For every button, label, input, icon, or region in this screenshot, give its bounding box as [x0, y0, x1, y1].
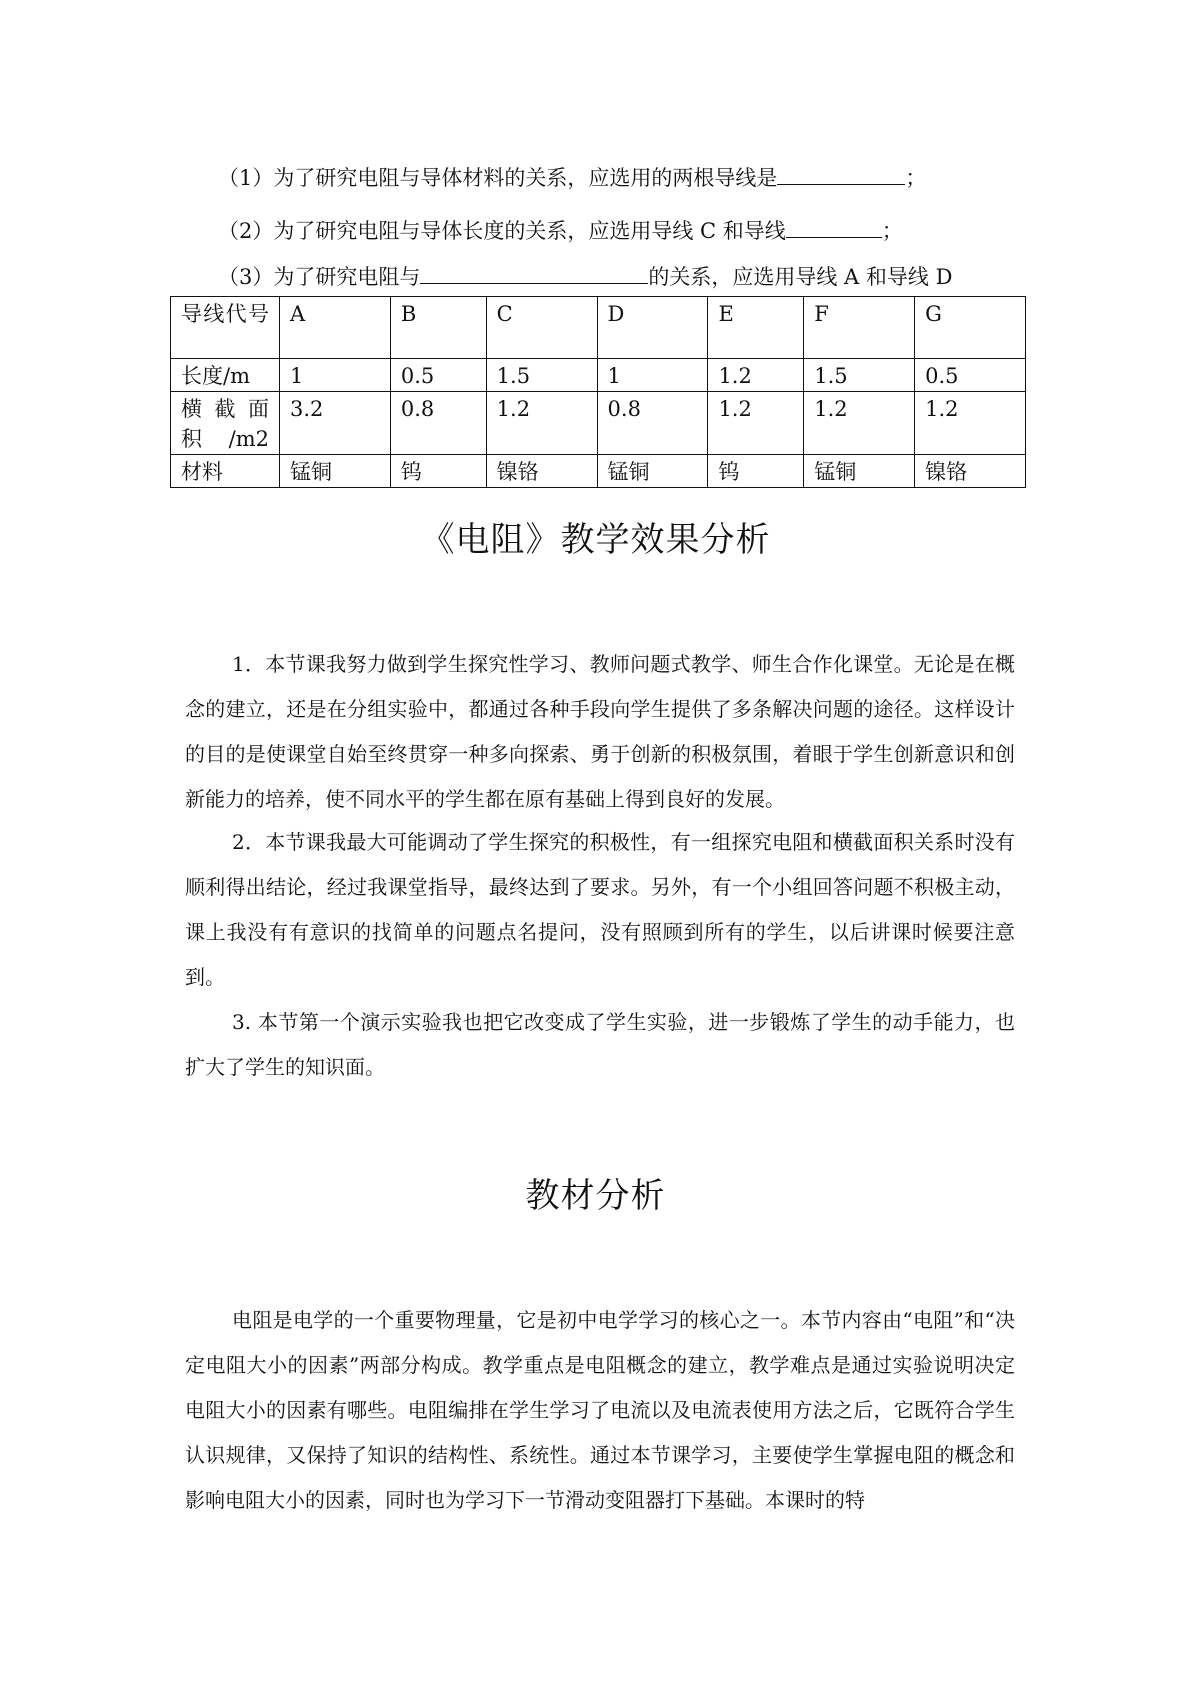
table-cell: D: [597, 297, 708, 359]
table-cell: 1.5: [486, 359, 597, 392]
table-cell: 钨: [708, 455, 804, 488]
question-3: （3）为了研究电阻与 的关系，应选用导线 A 和导线 D: [218, 261, 952, 292]
table-cell: 钨: [390, 455, 486, 488]
question-3-text: （3）为了研究电阻与: [218, 265, 421, 289]
answer-blank-1[interactable]: [777, 162, 905, 185]
row-header: 导线代号: [171, 297, 280, 359]
table-cell: 0.8: [390, 392, 486, 455]
row-header: 长度/m: [171, 359, 280, 392]
table-cell: 1.2: [708, 359, 804, 392]
table-cell: 锰铜: [804, 455, 915, 488]
paragraph: 3. 本节第一个演示实验我也把它改变成了学生实验，进一步锻炼了学生的动手能力，也扩大了学生的知识面。: [185, 1010, 1015, 1079]
wire-table: [170, 296, 1026, 488]
question-2-text: （2）为了研究电阻与导体长度的关系，应选用导线 C 和导线: [218, 219, 786, 243]
table-cell: 0.5: [915, 359, 1026, 392]
question-2: （2）为了研究电阻与导体长度的关系，应选用导线 C 和导线 ；: [218, 215, 903, 246]
row-header: 横截面积/m2: [171, 392, 280, 455]
table-cell: 0.5: [390, 359, 486, 392]
table-cell: 1.5: [804, 359, 915, 392]
table-cell: G: [915, 297, 1026, 359]
answer-blank-3[interactable]: [420, 261, 648, 284]
row-header: 材料: [171, 455, 280, 488]
section-title: 《电阻》教学效果分析: [420, 520, 771, 560]
question-1-text: （1）为了研究电阻与导体材料的关系，应选用的两根导线是: [218, 166, 778, 190]
paragraph: 1．本节课我努力做到学生探究性学习、教师问题式教学、师生合作化课堂。无论是在概念的建立，还是在分组实验中，都通过各种手段向学生提供了多条解决问题的途径。这样设计的目的是使课堂自始至终贯穿一种多向探索、勇于创新的积极氛围，着眼于学生创新意识和创新能力的培养，使不同水平的学生都在原有基础上得到良好的发展。: [185, 652, 1015, 811]
table-row: [171, 455, 1026, 488]
answer-blank-2[interactable]: [786, 215, 882, 238]
question-1: （1）为了研究电阻与导体材料的关系，应选用的两根导线是 ；: [218, 162, 926, 193]
table-cell: 镍铬: [915, 455, 1026, 488]
table-cell: 1.2: [915, 392, 1026, 455]
table-cell: 1.2: [804, 392, 915, 455]
table-cell: C: [486, 297, 597, 359]
table-row: [171, 297, 1026, 359]
table-row: [171, 359, 1026, 392]
table-cell: A: [280, 297, 391, 359]
paragraph: 电阻是电学的一个重要物理量，它是初中电学学习的核心之一。本节内容由“电阻”和“决定电阻大小的因素”两部分构成。教学重点是电阻概念的建立，教学难点是通过实验说明决定电阻大小的因素有哪些。电阻编排在学生学习了电流以及电流表使用方法之后，它既符合学生认识规律，又保持了知识的结构性、系统性。通过本节课学习，主要使学生掌握电阻的概念和影响电阻大小的因素，同时也为学习下一节滑动变阻器打下基础。本课时的特: [185, 1308, 1015, 1512]
table-cell: 锰铜: [280, 455, 391, 488]
table-cell: 1: [280, 359, 391, 392]
table-cell: B: [390, 297, 486, 359]
table-cell: 0.8: [597, 392, 708, 455]
table-cell: 镍铬: [486, 455, 597, 488]
table-cell: 1: [597, 359, 708, 392]
paragraph: 2．本节课我最大可能调动了学生探究的积极性，有一组探究电阻和横截面积关系时没有顺利得出结论，经过我课堂指导，最终达到了要求。另外，有一个小组回答问题不积极主动，课上我没有有意识的找简单的问题点名提问，没有照顾到所有的学生，以后讲课时候要注意到。: [185, 830, 1015, 989]
table-cell: 1.2: [708, 392, 804, 455]
table-cell: 锰铜: [597, 455, 708, 488]
table-cell: F: [804, 297, 915, 359]
table-cell: 3.2: [280, 392, 391, 455]
table-cell: 1.2: [486, 392, 597, 455]
table-row: [171, 392, 1026, 455]
section-title: 教材分析: [525, 1176, 666, 1216]
table-cell: E: [708, 297, 804, 359]
